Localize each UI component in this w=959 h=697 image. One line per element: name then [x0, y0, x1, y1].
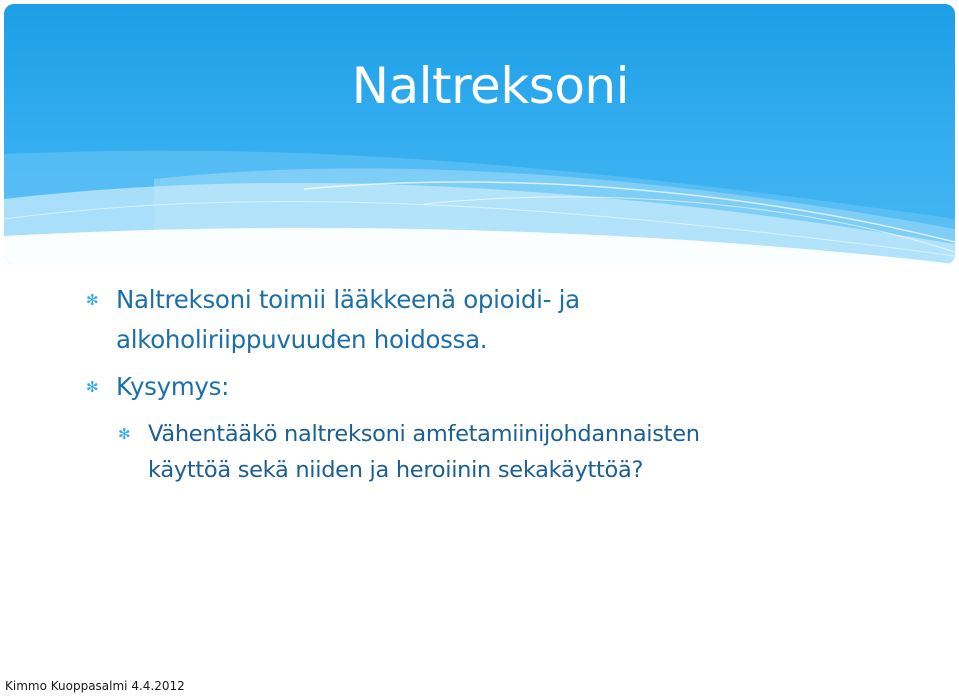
sub-bullet-icon: ✻: [118, 425, 131, 443]
bullet-icon: ✻: [86, 378, 99, 396]
sub-bullet-text-line: Vähentääkö naltreksoni amfetamiinijohdannaisten: [148, 421, 700, 447]
bullet-icon: ✻: [86, 291, 99, 309]
bullet-text-line: alkoholiriippuvuuden hoidossa.: [116, 325, 488, 354]
wave-decoration: [4, 4, 955, 264]
footer-text: Kimmo Kuoppasalmi 4.4.2012: [5, 679, 185, 693]
header-band: [4, 4, 955, 264]
bullet-text-line: Naltreksoni toimii lääkkeenä opioidi- ja: [116, 285, 580, 314]
slide-title: Naltreksoni: [351, 57, 629, 115]
sub-bullet-text-line: käyttöä sekä niiden ja heroiinin sekakäyttöä?: [148, 457, 644, 483]
bullet-text-line: Kysymys:: [116, 372, 230, 401]
